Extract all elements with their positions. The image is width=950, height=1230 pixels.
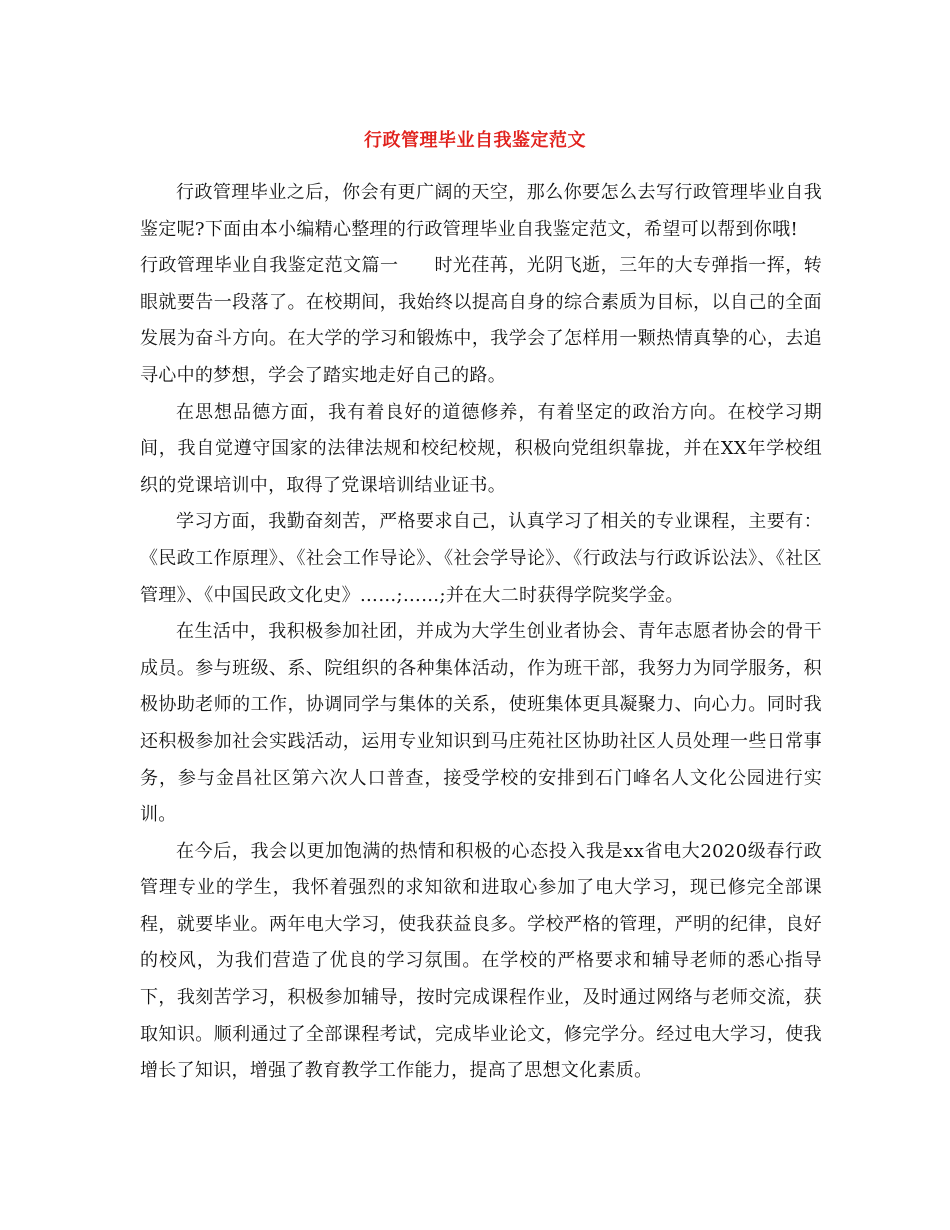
section-label: 行政管理毕业自我鉴定范文篇一 bbox=[140, 255, 399, 277]
intro-paragraph: 行政管理毕业之后，你会有更广阔的天空，那么你要怎么去写行政管理毕业自我鉴定呢?下面由本小编精心整理的行政管理毕业自我鉴定范文，希望可以帮到你哦! bbox=[140, 182, 822, 240]
paragraph-life: 在生活中，我积极参加社团，并成为大学生创业者协会、青年志愿者协会的骨干成员。参与班级、系、院组织的各种集体活动，作为班干部，我努力为同学服务，积极协助老师的工作，协调同学与集体的关系，使班集体更具凝聚力、向心力。同时我还积极参加社会实践活动，运用专业知识到马庄苑社区协助社区人员处理一些日常事务，参与金昌社区第六次人口普查，接受学校的安排到石门峰名人文化公园进行实训。 bbox=[140, 621, 822, 826]
paragraph-study: 学习方面，我勤奋刻苦，严格要求自己，认真学习了相关的专业课程，主要有：《民政工作原理》、《社会工作导论》、《社会学导论》、《行政法与行政诉讼法》、《社区管理》、《中国民政文化史》……;……;并在大二时获得学院奖学金。 bbox=[140, 511, 822, 606]
paragraph-future: 在今后，我会以更加饱满的热情和积极的心态投入我是xx省电大2020级春行政管理专业的学生，我怀着强烈的求知欲和进取心参加了电大学习，现已修完全部课程，就要毕业。两年电大学习，使我获益良多。学校严格的管理，严明的纪律，良好的校风，为我们营造了优良的学习氛围。在学校的严格要求和辅导老师的悉心指导下，我刻苦学习，积极参加辅导，按时完成课程作业，及时通过网络与老师交流，获取知识。顺利通过了全部课程考试，完成毕业论文，修完学分。经过电大学习，使我增长了知识，增强了教育教学工作能力，提高了思想文化素质。 bbox=[140, 840, 822, 1082]
document-title: 行政管理毕业自我鉴定范文 bbox=[364, 130, 586, 151]
section-heading-paragraph bbox=[140, 248, 822, 394]
document-body bbox=[140, 175, 822, 1090]
paragraph-ideology: 在思想品德方面，我有着良好的道德修养，有着坚定的政治方向。在校学习期间，我自觉遵守国家的法律法规和校纪校规，积极向党组织靠拢，并在XX年学校组织的党课培训中，取得了党课培训结业证书。 bbox=[140, 401, 822, 496]
section-first-text: 时光荏苒，光阴飞逝，三年的大专弹指一挥，转眼就要告一段落了。在校期间，我始终以提高自身的综合素质为目标，以自己的全面发展为奋斗方向。在大学的学习和锻炼中，我学会了怎样用一颗热情真挚的心，去追寻心中的梦想，学会了踏实地走好自己的路。 bbox=[140, 255, 822, 386]
